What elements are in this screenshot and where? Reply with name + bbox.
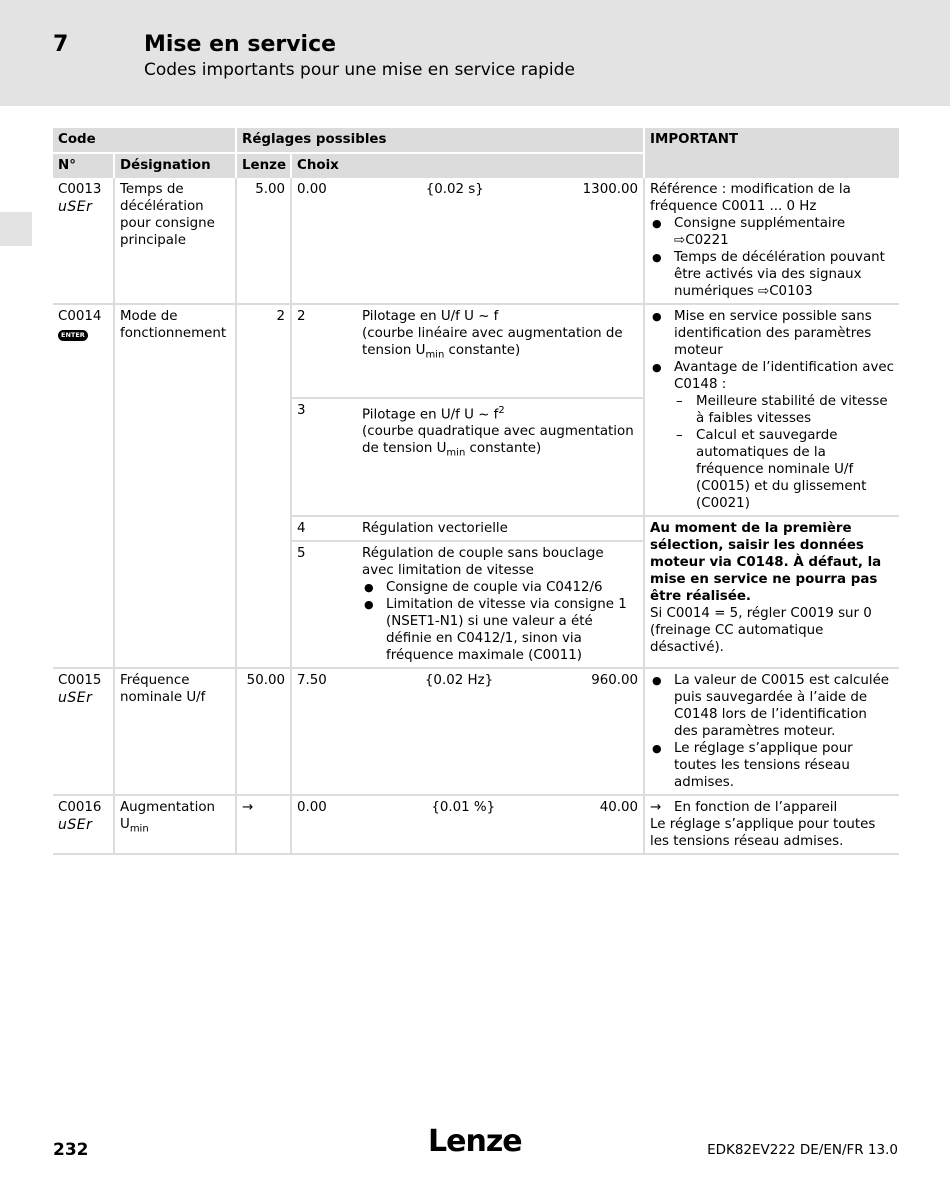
code-label: C0016: [58, 800, 102, 815]
header-important: IMPORTANT: [643, 128, 899, 178]
header-code: Code: [53, 128, 235, 152]
header-choix: Choix: [290, 152, 643, 178]
option-description: Régulation vectorielle: [362, 521, 508, 536]
important-text: Le réglage s’applique pour toutes les tensions réseau admises.: [650, 817, 876, 849]
important-cell: [643, 178, 899, 305]
important-text: Référence : modification de la fréquence C0011 ... 0 Hz: [650, 182, 851, 214]
option-number: 4: [297, 521, 306, 536]
code-cell: [53, 796, 113, 855]
table-row: [53, 178, 899, 305]
option-description: Pilotage en U/f U ~ f (courbe linéaire avec augmentation de tension $U_{min}$ constante): [362, 309, 623, 361]
option-description: Pilotage en U/f U ~ $f^2$ (courbe quadratique avec augmentation de tension $U_{min}$ constante): [362, 405, 634, 460]
option-bullet: ● Limitation de vitesse via consigne 1 (NSET1-N1) si une valeur a été définie en C0412/1, sinon via fréquence maximale (C0011): [362, 596, 638, 664]
enter-key-icon: ENTER: [58, 330, 88, 341]
lenze-logo: Lenze: [428, 1124, 522, 1159]
chapter-header: [0, 0, 950, 106]
lenze-value: 5.00: [235, 178, 290, 305]
option-number: 5: [297, 546, 306, 561]
important-cell: [643, 515, 899, 669]
table-row: [53, 796, 899, 855]
lenze-value-arrow-icon: →: [235, 796, 290, 855]
code-cell: [53, 669, 113, 796]
important-bullet: ● Mise en service possible sans identification des paramètres moteur: [650, 308, 894, 359]
user-menu-icon: uSEr: [58, 199, 93, 215]
user-menu-icon: uSEr: [58, 690, 93, 706]
choice-range: [290, 669, 643, 796]
designation-cell: Temps de décélération pour consigne principale: [113, 178, 235, 305]
header-no: N°: [53, 152, 113, 178]
code-label: C0014: [58, 309, 102, 324]
range-min: 7.50: [297, 673, 327, 688]
important-bullet: ● Le réglage s’applique pour toutes les tensions réseau admises.: [650, 740, 894, 791]
header-designation: Désignation: [113, 152, 235, 178]
designation-cell: Fréquence nominale U/f: [113, 669, 235, 796]
range-min: 0.00: [297, 182, 327, 197]
important-bullet: ● Consigne supplémentaire ⇨C0221: [650, 215, 894, 249]
choice-option: [290, 540, 643, 669]
option-number: 3: [297, 403, 306, 418]
important-dash-item: – Calcul et sauvegarde automatiques de la fréquence nominale U/f (C0015) et du glissement (C0021): [674, 427, 894, 512]
page-number: 232: [53, 1140, 89, 1160]
range-max: 40.00: [599, 800, 639, 815]
user-menu-icon: uSEr: [58, 817, 93, 833]
code-cell: [53, 178, 113, 305]
range-max: 960.00: [591, 673, 639, 688]
range-step: {0.02 Hz}: [424, 673, 494, 688]
chapter-number: 7: [53, 32, 69, 57]
header-settings: Réglages possibles: [235, 128, 643, 152]
important-cell: [643, 669, 899, 796]
option-bullet: ● Consigne de couple via C0412/6: [362, 579, 638, 596]
choice-option: [290, 397, 643, 515]
range-min: 0.00: [297, 800, 327, 815]
parameter-table: [53, 128, 899, 855]
important-warning: Au moment de la première sélection, saisir les données moteur via C0148. À défaut, la mise en service ne pourra pas être réalisée.: [650, 521, 882, 604]
important-cell: [643, 796, 899, 855]
important-cell: [643, 305, 899, 515]
side-tab-marker: [0, 212, 32, 246]
range-max: 1300.00: [582, 182, 639, 197]
choice-range: [290, 796, 643, 855]
code-label: C0015: [58, 673, 102, 688]
choice-option: [290, 515, 643, 540]
choice-range: [290, 178, 643, 305]
header-lenze: Lenze: [235, 152, 290, 178]
option-number: 2: [297, 309, 306, 324]
important-note: Si C0014 = 5, régler C0019 sur 0 (freinage CC automatique désactivé).: [650, 606, 872, 655]
choice-option: [290, 305, 643, 397]
lenze-value: 50.00: [235, 669, 290, 796]
option-description: Régulation de couple sans bouclage avec limitation de vitesse ● Consigne de couple via C0412/6 ● Limitation de vitesse via consigne 1 (NSET1-N1) si une valeur a été définie en C0412/1, sinon via fréquence maximale (C0011): [362, 545, 638, 664]
range-step: {0.02 s}: [425, 182, 484, 197]
document-reference: EDK82EV222 DE/EN/FR 13.0: [707, 1142, 898, 1158]
designation-cell: Mode de fonctionnement: [113, 305, 235, 669]
lenze-value: 2: [235, 305, 290, 669]
table-header-row-1: [53, 128, 899, 152]
range-step: {0.01 %}: [431, 800, 496, 815]
important-dash-item: – Meilleure stabilité de vitesse à faibles vitesses: [674, 393, 894, 427]
table-row: [53, 669, 899, 796]
code-cell: [53, 305, 113, 669]
important-bullet: ● La valeur de C0015 est calculée puis sauvegardée à l’aide de C0148 lors de l’identification des paramètres moteur.: [650, 672, 894, 740]
important-bullet: ● Temps de décélération pouvant être activés via des signaux numériques ⇨C0103: [650, 249, 894, 300]
table-row: [53, 305, 899, 397]
important-text: En fonction de l’appareil: [674, 800, 838, 815]
chapter-subtitle: Codes importants pour une mise en service rapide: [144, 60, 575, 80]
important-bullet: ● Avantage de l’identification avec C0148 : – Meilleure stabilité de vitesse à faibles vitesses – Calcul et sauvegarde automatiques de la fréquence nominale U/f (C0015) et du glissement (C0021): [650, 359, 894, 512]
designation-cell: Augmentation $U_{min}$: [113, 796, 235, 855]
chapter-title: Mise en service: [144, 32, 337, 57]
arrow-right-icon: →: [650, 800, 662, 815]
code-label: C0013: [58, 182, 102, 197]
